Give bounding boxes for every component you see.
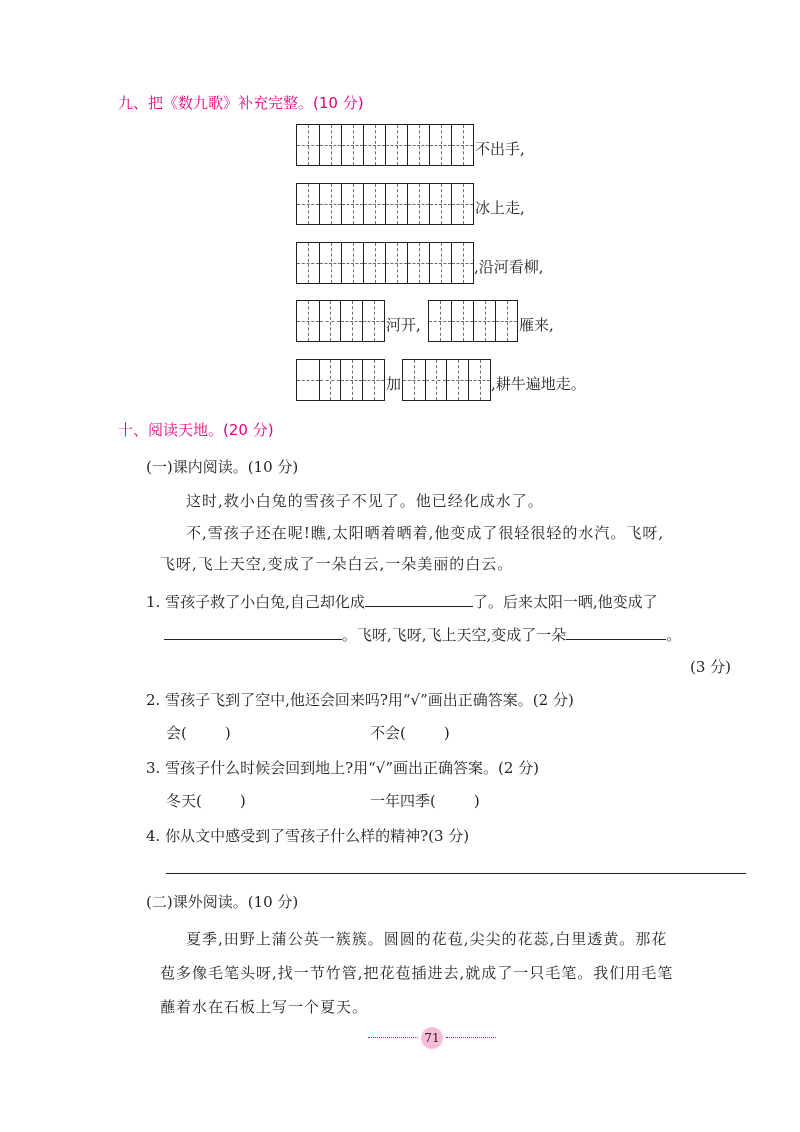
close-paren: ) [473,792,480,810]
answer-blank-1[interactable] [365,592,473,607]
line-3-suffix: ,沿河看柳, [474,258,544,276]
page-number-dots-right [446,1037,496,1038]
passage-1-line-1: 这时,救小白兔的雪孩子不见了。他已经化成水了。 [186,492,544,510]
question-2-option-2[interactable] [370,722,450,743]
question-4: 4. 你从文中感受到了雪孩子什么样的精神?(3 分) [146,827,470,845]
passage-2-line-3: 蘸着水在石板上写一个夏天。 [160,998,369,1016]
question-3-option-2[interactable] [370,790,480,811]
question-1-score: (3 分) [690,658,732,676]
page-number-dots-left [368,1037,418,1038]
question-3-option-1[interactable] [166,790,246,811]
writing-grid-line-3[interactable] [296,242,474,284]
line-4-mid: 河开, [386,316,421,334]
answer-blank-3[interactable] [566,625,666,640]
part-1-title: (一)课内阅读。(10 分) [146,458,299,476]
answer-line-4[interactable] [166,873,746,874]
question-3: 3. 雪孩子什么时候会回到地上?用“√”画出正确答案。(2 分) [146,759,540,777]
question-1-text-c: 。飞呀,飞呀,飞上天空,变成了一朵 [342,626,567,644]
section-10-heading: 十、阅读天地。(20 分) [118,421,274,439]
option-label: 一年四季( [370,792,436,810]
question-1-text-b: 了。后来太阳一晒,他变成了 [472,593,658,611]
close-paren: ) [224,724,231,742]
line-1-suffix: 不出手, [475,140,525,158]
passage-1-line-3: 飞呀,飞上天空,变成了一朵白云,一朵美丽的白云。 [160,555,514,573]
question-2-option-1[interactable] [166,722,231,743]
passage-2-line-1: 夏季,田野上蒲公英一簇簇。圆圆的花苞,尖尖的花蕊,白里透黄。那花 [186,930,668,948]
close-paren: ) [239,792,246,810]
section-9-heading: 九、把《数九歌》补充完整。(10 分) [118,94,364,112]
question-2: 2. 雪孩子飞到了空中,他还会回来吗?用“√”画出正确答案。(2 分) [146,691,574,709]
writing-grid-line-4a[interactable] [296,300,385,342]
passage-2-line-2: 苞多像毛笔头呀,找一节竹管,把花苞插进去,就成了一只毛笔。我们用毛笔 [160,964,674,982]
writing-grid-line-5b[interactable] [402,359,491,401]
question-1-line-2 [164,624,681,645]
line-5-suffix: ,耕牛遍地走。 [491,375,586,393]
writing-grid-line-2[interactable] [296,183,474,225]
answer-blank-2[interactable] [164,625,342,640]
option-label: 冬天( [166,792,202,810]
passage-1-line-2: 不,雪孩子还在呢!瞧,太阳晒着晒着,他变成了很轻很轻的水汽。飞呀, [186,524,665,542]
question-1-line-1 [146,591,658,612]
writing-grid-line-4b[interactable] [428,300,518,342]
line-4-suffix: 雁来, [519,316,554,334]
line-2-suffix: 冰上走, [475,199,525,217]
page-number: 71 [421,1027,443,1049]
question-1-text-a: 1. 雪孩子救了小白兔,自己却化成 [146,593,365,611]
line-5-mid: 加 [386,375,402,393]
question-1-text-d: 。 [666,626,682,644]
option-label: 会( [166,724,187,742]
close-paren: ) [443,724,450,742]
part-2-title: (二)课外阅读。(10 分) [146,893,299,911]
option-label: 不会( [370,724,406,742]
writing-grid-line-5a[interactable] [296,359,385,401]
writing-grid-line-1[interactable] [296,124,474,166]
